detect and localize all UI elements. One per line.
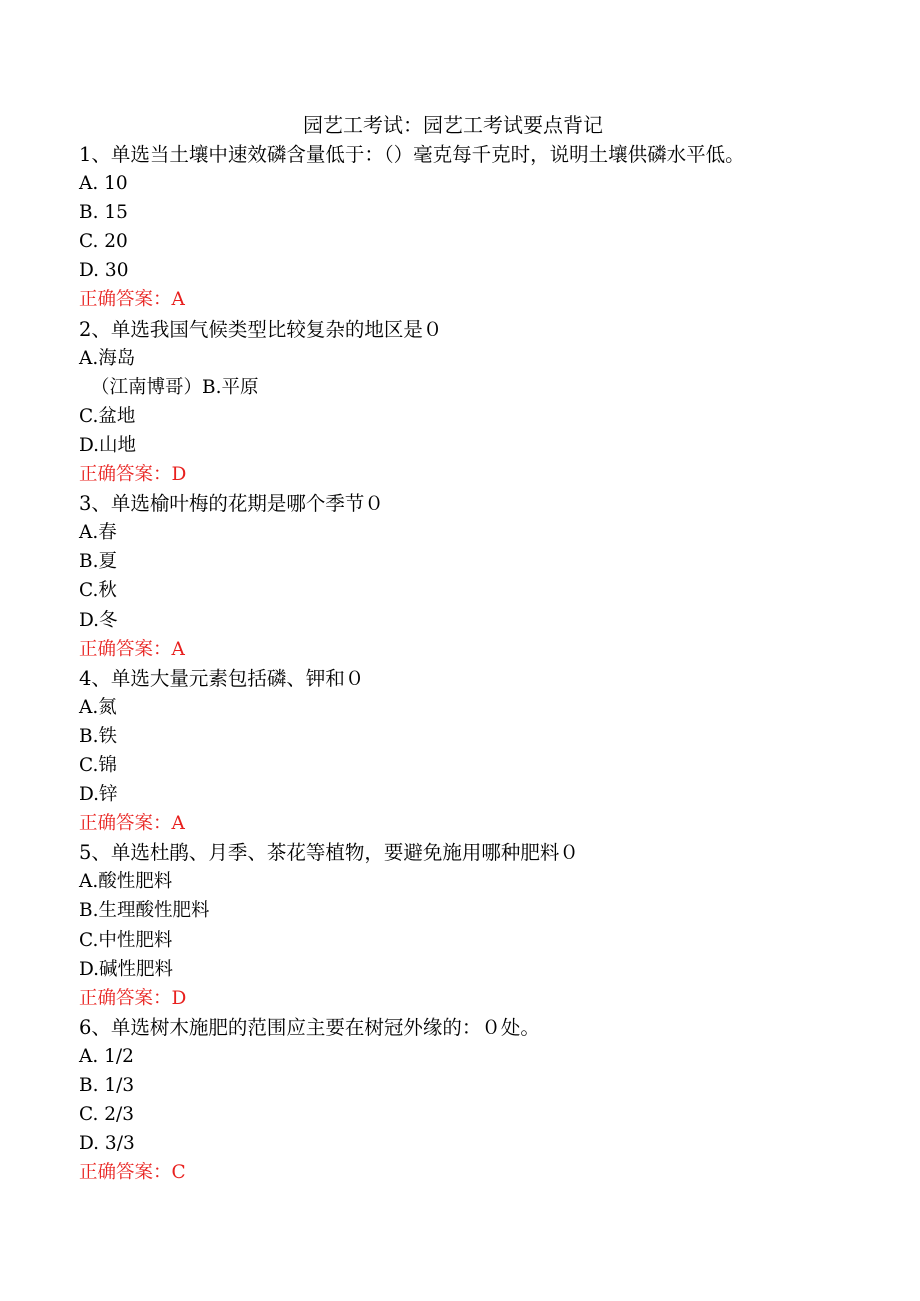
question-text: 2、单选我国气候类型比较复杂的地区是０ bbox=[79, 317, 443, 341]
answer-value: A bbox=[171, 638, 185, 660]
question-text: 1、单选当土壤中速效磷含量低于：（）毫克每千克时，说明土壤供磷水平低。 bbox=[79, 143, 745, 166]
answer-label: 正确答案： bbox=[79, 289, 172, 311]
option-d: D.山地 bbox=[79, 434, 137, 456]
question-text: 3、单选榆叶梅的花期是哪个季节０ bbox=[79, 492, 384, 516]
option-b: B. 15 bbox=[79, 202, 128, 224]
answer-value: A bbox=[171, 813, 185, 835]
option-b: B.夏 bbox=[79, 551, 117, 573]
question-6 bbox=[79, 1013, 879, 1188]
document-title: 园艺工考试：园艺工考试要点背记 bbox=[303, 113, 603, 137]
question-2 bbox=[79, 315, 879, 490]
option-d: D.锌 bbox=[79, 784, 118, 806]
option-a: A. 10 bbox=[79, 173, 128, 195]
answer-label: 正确答案： bbox=[79, 464, 172, 486]
option-c: C.锦 bbox=[79, 754, 117, 776]
question-text: 5、单选杜鹃、月季、茶花等植物，要避免施用哪种肥料０ bbox=[79, 841, 579, 865]
option-b: B.铁 bbox=[79, 725, 117, 747]
correct-answer bbox=[79, 635, 879, 664]
option-d: D.冬 bbox=[79, 609, 118, 631]
correct-answer bbox=[79, 1158, 879, 1187]
question-text: 6、单选树木施肥的范围应主要在树冠外缘的：０处。 bbox=[79, 1015, 540, 1039]
option-a: A.春 bbox=[79, 522, 117, 544]
option-d: D. 3/3 bbox=[79, 1133, 135, 1155]
question-text: 4、单选大量元素包括磷、钾和０ bbox=[79, 666, 365, 690]
correct-answer bbox=[79, 984, 879, 1013]
option-b: B. 1/3 bbox=[79, 1075, 135, 1096]
correct-answer bbox=[79, 809, 879, 838]
question-4 bbox=[79, 664, 879, 839]
option-a: A.海岛 bbox=[79, 347, 136, 369]
answer-value: D bbox=[171, 987, 187, 1009]
option-d: D.碱性肥料 bbox=[79, 958, 174, 980]
question-3 bbox=[79, 489, 879, 664]
question-5 bbox=[79, 838, 879, 1013]
option-d: D. 30 bbox=[79, 260, 129, 282]
answer-label: 正确答案： bbox=[79, 1162, 172, 1184]
answer-label: 正确答案： bbox=[79, 987, 172, 1009]
answer-label: 正确答案： bbox=[79, 638, 172, 660]
question-1 bbox=[79, 140, 879, 315]
question-list bbox=[79, 140, 879, 1187]
option-c: C.秋 bbox=[79, 580, 117, 602]
option-b: B.生理酸性肥料 bbox=[79, 900, 210, 922]
correct-answer bbox=[79, 460, 879, 489]
option-c: C.盆地 bbox=[79, 405, 136, 427]
option-c: C. 20 bbox=[79, 231, 128, 253]
answer-value: C bbox=[171, 1162, 186, 1184]
option-a: A.酸性肥料 bbox=[79, 871, 173, 893]
answer-label: 正确答案： bbox=[79, 813, 172, 835]
answer-value: A bbox=[171, 289, 185, 311]
correct-answer bbox=[79, 285, 879, 314]
option-c: C.中性肥料 bbox=[79, 929, 173, 951]
answer-value: D bbox=[171, 464, 187, 486]
option-b: （江南博哥）B.平原 bbox=[91, 376, 259, 398]
option-a: A.氮 bbox=[79, 696, 117, 718]
option-c: C. 2/3 bbox=[79, 1104, 135, 1126]
option-a: A. 1/2 bbox=[79, 1045, 134, 1067]
